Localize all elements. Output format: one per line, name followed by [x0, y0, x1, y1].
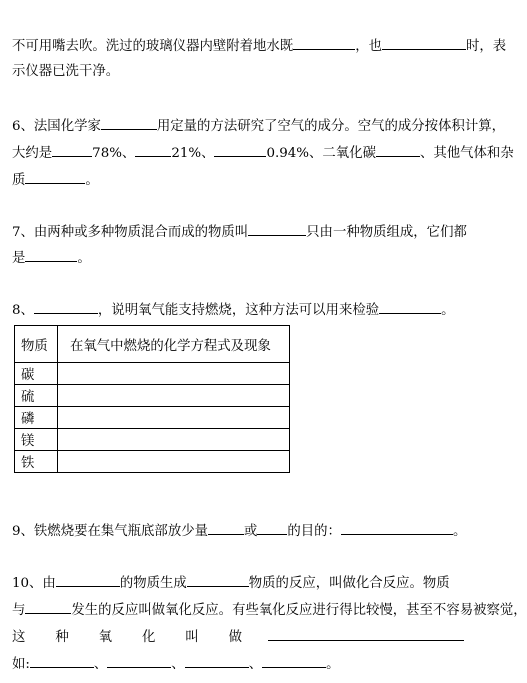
q8-text-b: ，说明氧气能支持燃烧，这种方法可以用来检验 [97, 303, 380, 318]
q6-text-g: 、其他气体和杂 [419, 146, 514, 161]
q9-line [12, 521, 466, 540]
q7-text-c: 是 [12, 251, 26, 266]
q10-line1 [12, 573, 450, 592]
q7-line1 [12, 222, 467, 241]
q8-blank-2[interactable] [379, 300, 441, 314]
q9-text-a: 9、铁燃烧要在集气瓶底部放少量 [12, 524, 208, 539]
q9-text-d: 。 [452, 524, 467, 539]
q10-blank-example-2[interactable] [107, 654, 171, 668]
table-header-row [15, 326, 290, 363]
q6-line3 [12, 170, 99, 189]
q7-text-d: 。 [77, 251, 91, 266]
combustion-table [14, 325, 290, 473]
table-cell-substance: 铁 [15, 451, 58, 473]
q10-text-f: 如: [12, 657, 30, 672]
q6-text-c: 大约是 [12, 146, 53, 161]
q5-line1 [12, 36, 506, 55]
q5-text-b: ，也 [355, 39, 382, 54]
table-cell-answer[interactable] [58, 385, 290, 407]
q10-sep: 、 [171, 657, 185, 672]
q10-text-c: 物质的反应，叫做化合反应。物质 [248, 576, 450, 591]
q10-blank-example-3[interactable] [185, 654, 249, 668]
q10-line4 [12, 654, 339, 673]
q6-line1 [12, 116, 505, 135]
table-header-substance: 物质 [15, 326, 58, 363]
q10-blank-2[interactable] [187, 573, 249, 587]
q10-char: 种 [55, 630, 69, 645]
q6-line2 [12, 143, 514, 162]
q10-blank-example-4[interactable] [262, 654, 326, 668]
q6-text-i: 。 [85, 173, 99, 188]
q8-blank-1[interactable] [34, 300, 98, 314]
q10-blank-example-1[interactable] [30, 654, 94, 668]
table-row [15, 429, 290, 451]
table-cell-substance: 镁 [15, 429, 58, 451]
q6-blank-o2[interactable] [135, 143, 171, 157]
q5-blank-2[interactable] [382, 36, 466, 50]
q9-blank-purpose[interactable] [341, 521, 453, 535]
q5-text-a: 不可用嘴去吹。洗过的玻璃仪器内壁附着地水既 [12, 39, 294, 54]
table-cell-substance: 碳 [15, 363, 58, 385]
q10-spaced-text [12, 630, 242, 646]
q6-text-b: 用定量的方法研究了空气的成分。空气的成分按体积计算， [156, 119, 506, 134]
q10-char: 氧 [98, 630, 113, 645]
q5-blank-1[interactable] [293, 36, 355, 50]
q10-text-d: 与 [12, 603, 26, 618]
table-row [15, 363, 290, 385]
q9-text-c: 的目的： [287, 524, 341, 539]
q9-text-b: 或 [244, 524, 258, 539]
q8-text-a: 8、 [12, 303, 34, 318]
q8-text-c: 。 [441, 303, 455, 318]
q10-char: 化 [141, 630, 156, 645]
q7-line2 [12, 248, 91, 267]
q5-line2: 示仪器已洗干净。 [12, 64, 120, 79]
q6-blank-co2[interactable] [376, 143, 420, 157]
q7-text-b: 只由一种物质组成，它们都 [306, 225, 467, 240]
table-header-equation: 在氧气中燃烧的化学方程式及现象 [58, 326, 290, 363]
q10-sep: 、 [93, 657, 108, 672]
table-cell-answer[interactable] [58, 363, 290, 385]
q9-blank-2[interactable] [257, 521, 287, 535]
q6-text-d: 78%、 [92, 146, 136, 161]
q10-blank-slow-oxidation[interactable] [268, 627, 464, 641]
table-cell-substance: 硫 [15, 385, 58, 407]
q10-text-a: 10、由 [12, 576, 56, 591]
q10-char: 做 [228, 630, 242, 645]
q10-char: 叫 [185, 630, 199, 645]
q7-text-a: 7、由两种或多种物质混合而成的物质叫 [12, 225, 249, 240]
q8-line [12, 300, 455, 319]
q10-sep: 、 [248, 657, 263, 672]
q7-blank-mixture[interactable] [248, 222, 306, 236]
table-cell-answer[interactable] [58, 407, 290, 429]
table-row [15, 407, 290, 429]
q10-end: 。 [326, 657, 340, 672]
table-cell-substance: 磷 [15, 407, 58, 429]
q10-char: 这 [12, 630, 26, 645]
q6-blank-chemist[interactable] [101, 116, 157, 130]
q6-text-h: 质 [12, 173, 26, 188]
q6-text-e: 21%、 [171, 146, 215, 161]
q9-blank-1[interactable] [208, 521, 244, 535]
q6-blank-other[interactable] [25, 170, 85, 184]
table-cell-answer[interactable] [58, 451, 290, 473]
q6-blank-ar[interactable] [214, 143, 266, 157]
q10-line2 [12, 600, 527, 619]
q7-blank-pure[interactable] [25, 248, 77, 262]
q10-blank-1[interactable] [56, 573, 120, 587]
q6-text-f: 0.94%、二氧化碳 [266, 146, 376, 161]
table-cell-answer[interactable] [58, 429, 290, 451]
q10-blank-3[interactable] [25, 600, 71, 614]
table-row [15, 385, 290, 407]
q10-text-e: 发生的反应叫做氧化反应。有些氧化反应进行得比较慢，甚至不容易被察觉， [71, 603, 527, 618]
q10-line3 [12, 627, 490, 646]
q6-blank-n2[interactable] [52, 143, 92, 157]
table-row [15, 451, 290, 473]
q5-text-c: 时，表 [465, 39, 507, 54]
q6-text-a: 6、法国化学家 [12, 119, 101, 134]
q10-text-b: 的物质生成 [119, 576, 187, 591]
